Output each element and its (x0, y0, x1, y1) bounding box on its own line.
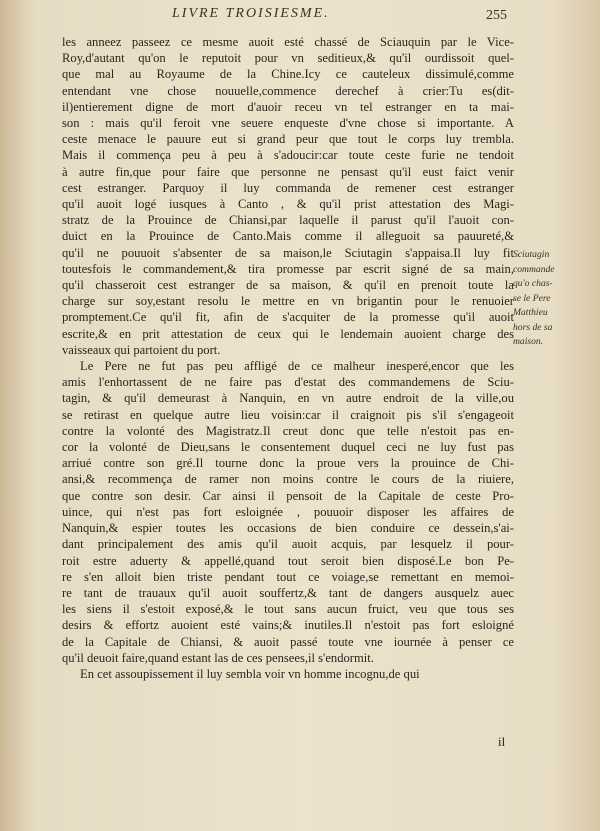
text-line: uince, qui n'est pas fort esloignée , pouuoir disposer les affaires de (62, 504, 514, 519)
text-line: re tant de trauaux qu'il auoit souffertz,& tant de dangers ausquelz auec (62, 585, 514, 600)
text-line: les anneez passeez ce mesme auoit esté chassé de Sciauquin par le Vice- (62, 35, 514, 49)
text-line: arriué contre son gré.Il tourne donc la proue vers la prouince de Chi- (62, 456, 514, 471)
text-line: entendant vne chose nouuelle,commence derechef à crier:Tu es(dit- (62, 83, 514, 98)
text-line: son : mais qu'il feroit vne seuere enqueste d'vne chose si importante. A (62, 116, 514, 131)
body-text (62, 34, 514, 682)
text-line: il)entierement digne de mort d'auoir receu vn tel estranger en ta mai- (62, 99, 514, 114)
text-line: ceste menace le pauure eut si grand peur que tout le corps luy trembla. (62, 132, 514, 147)
text-line: qu'il deuoit faire,quand estant las de ces pensees,il s'endormit. (62, 650, 374, 665)
text-line: tagin, & qu'il demeurast à Nanquin, en vn autre endroit de la ville,ou (62, 391, 514, 406)
text-line: amis l'enhortassent de ne faire pas d'estat des commandemens de Sciu- (62, 375, 514, 390)
paragraph (62, 358, 514, 666)
text-line: dant principalement des amis qu'il auoit acquis, par lesquelz il pour- (62, 537, 514, 552)
text-line: Le Pere ne fut pas peu affligé de ce malheur inesperé,encor que les (80, 359, 514, 374)
text-line: à autre fin,que pour faire que personne ne pensast qu'il eust faict venir (62, 164, 514, 179)
marginal-note-line: commande (513, 263, 555, 275)
text-line: charge sur soy,estant resolu le mettre en vn brigantin pour le renuoier (62, 294, 514, 309)
text-line: que mal au Royaume de la Chine.Icy ce cauteleux dissimulé,comme (62, 67, 514, 82)
text-line: ansi,& recommença de ramer non moins contre le cours de la riuiere, (62, 472, 514, 487)
paragraph (62, 666, 514, 682)
text-line: vaisseaux qui partoient du port. (62, 342, 221, 357)
text-line: Roy,d'autant qu'on le reputoit pour vn seditieux,& qu'il ourdissoit quel- (62, 51, 514, 66)
text-line: contre la volonté des Magistratz.Il creut donc que telle n'estoit pas en- (62, 423, 514, 438)
text-line: stratz de la Prouince de Chiansi,par laquelle il parust qu'il l'auoit con- (62, 213, 514, 228)
text-line: escrite,& en prit attestation de ceux qui le lendemain auoient charge des (62, 326, 514, 341)
marginal-note-line: maison. (513, 336, 544, 347)
text-line: promptement.Ce qu'il fit, afin de s'acquiter de la promesse qu'il auoit (62, 310, 514, 325)
marginal-note-line: Sciutagin (513, 249, 550, 260)
catchword: il (498, 734, 506, 749)
marginal-note-line: qu'o chas- (513, 278, 553, 289)
marginal-note-line: hors de sa (513, 321, 553, 333)
text-line: desirs & effortz auoient esté vains;& inutiles.Il n'estoit pas fort esloigné (62, 618, 514, 633)
text-line: se retirast en quelque autre lieu voisin:car il craignoit pis s'il s'engageoit (62, 407, 514, 422)
text-line: roit estre aduerty & appellé,quand tout seroit bien disposé.Le bon Pe- (62, 553, 514, 568)
text-line: cest estranger. Parquoy il luy commanda de remener cest estranger (62, 180, 514, 195)
text-line: toutesfois le commandement,& tira promesse par escrit signé de sa main, (62, 261, 514, 276)
text-line: En cet assoupissement il luy sembla voir vn homme incognu,de qui (80, 666, 420, 681)
text-line: de la Capitale de Chiansi, & auoit passé toute vne iournée à penser ce (62, 634, 514, 649)
marginal-note-line: se le Pere (513, 292, 551, 304)
text-line: Nanquin,& espier toutes les occasions de bien conduire ce dessein,s'ai- (62, 521, 514, 536)
paragraph (62, 34, 514, 358)
marginal-note (513, 248, 583, 350)
text-line: les siens il s'estoit exposé,& le tout sans aucun fruict, veu que tous ses (62, 602, 514, 617)
text-line: Mais il commença peu à peu à s'adoucir:car toute ceste furie ne tendoit (62, 148, 514, 163)
marginal-note-line: Matthieu (513, 307, 548, 318)
running-title: LIVRE TROISIESME. (172, 6, 330, 21)
text-line: cor la volonté de Dieu,sans le consentement duquel ceci ne luy fust pas (62, 440, 514, 455)
text-line: qu'il auoit logé iusques à Canto , & qu'il prist attestation des Magi- (62, 197, 514, 212)
text-line: re s'en alloit bien triste pendant tout ce voiage,se remettant en memoi- (62, 569, 514, 584)
text-line: que contre son desir. Car ainsi il pensoit de la Capitale de ceste Pro- (62, 488, 514, 503)
text-line: qu'il ne pouuoit s'absenter de sa maison,le Sciutagin s'appaisa.Il luy fit (62, 245, 514, 260)
text-line: duict en la Prouince de Canto.Mais comme il alleguoit sa pauureté,& (62, 229, 514, 244)
text-line: qu'il chasseroit cest estranger de sa maison, & qu'il en prenoit toute la (62, 278, 514, 293)
page-number: 255 (486, 8, 507, 23)
